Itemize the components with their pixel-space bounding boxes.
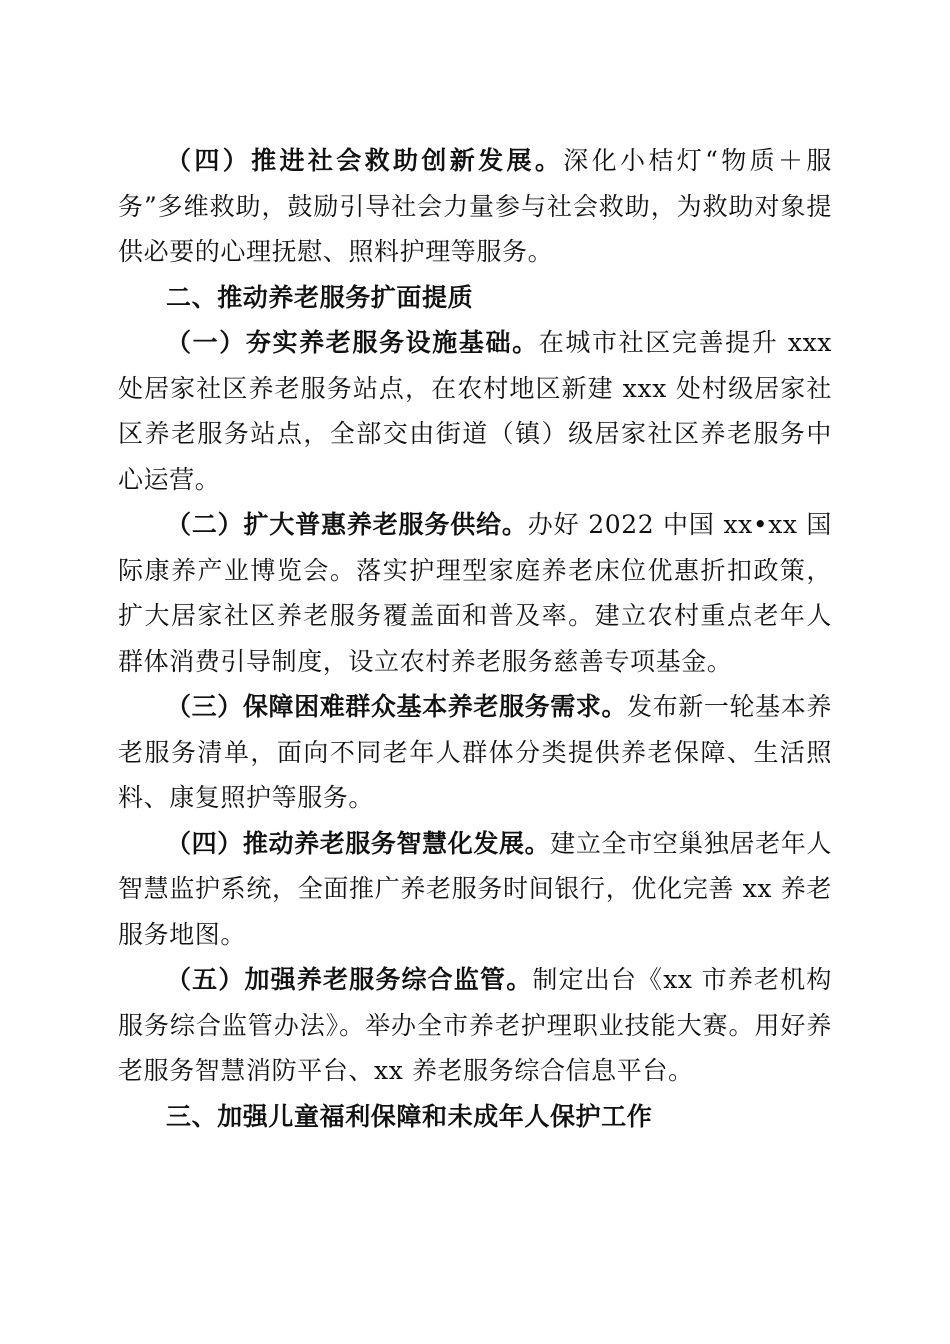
paragraph-supervision (118, 957, 832, 1094)
paragraph-facilities (118, 320, 832, 502)
paragraph-text: 深化小桔灯“物质＋服务”多维救助，鼓励引导社会力量参与社会救助，为救助对象提供必要的心理抚慰、照料护理等服务。 (118, 146, 832, 266)
paragraph-lead: （四）推进社会救助创新发展。 (166, 146, 564, 175)
paragraph-lead: （三）保障困难群众基本养老服务需求。 (166, 692, 628, 721)
paragraph-text: 制定出台《xx 市养老机构服务综合监管办法》。举办全市养老护理职业技能大赛。用好养老服务智慧消防平台、xx 养老服务综合信息平台。 (118, 965, 832, 1085)
paragraph-lead: （四）推动养老服务智慧化发展。 (166, 828, 551, 858)
paragraph-text: 办好 2022 中国 xx•xx 国际康养产业博览会。落实护理型家庭养老床位优惠折扣政策，扩大居家社区养老服务覆盖面和普及率。建立农村重点老年人群体消费引导制度，设立农村养老服务慈善专项基金。 (118, 510, 832, 676)
paragraph-smart-services (118, 821, 832, 958)
paragraph-supply (118, 502, 832, 684)
section-heading-child-welfare: 三、加强儿童福利保障和未成年人保护工作 (166, 1101, 653, 1131)
document-page (118, 138, 832, 1139)
paragraph-social-assistance (118, 138, 832, 275)
paragraph-lead: （五）加强养老服务综合监管。 (166, 965, 533, 994)
paragraph-lead: （一）夯实养老服务设施基础。 (166, 328, 539, 357)
paragraph-text: 在城市社区完善提升 xxx 处居家社区养老服务站点，在农村地区新建 xxx 处村级居家社区养老服务站点，全部交由街道（镇）级居家社区养老服务中心运营。 (118, 328, 833, 494)
paragraph-text: 发布新一轮基本养老服务清单，面向不同老年人群体分类提供养老保障、生活照料、康复照护等服务。 (118, 692, 832, 812)
paragraph-lead: （二）扩大普惠养老服务供给。 (166, 510, 528, 539)
section-heading-elderly-care: 二、推动养老服务扩面提质 (166, 282, 474, 312)
paragraph-text: 建立全市空巢独居老年人智慧监护系统，全面推广养老服务时间银行，优化完善 xx 养老服务地图。 (118, 828, 832, 949)
paragraph-basic-needs (118, 684, 832, 821)
